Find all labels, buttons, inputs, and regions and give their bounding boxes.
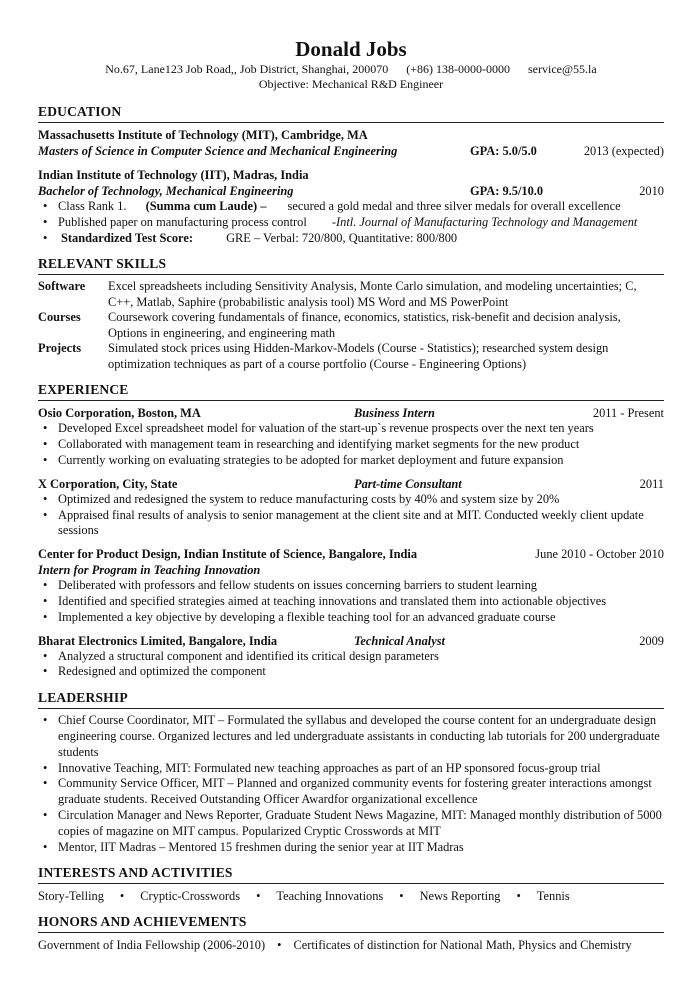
skill-row: Courses Coursework covering fundamentals of finance, economics, statistics, risk-benefit and decision analysis, Options in engineering, and engineering math xyxy=(38,310,621,340)
candidate-name: Donald Jobs xyxy=(295,37,407,61)
list-item: • Community Service Officer, MIT – Planned and organized community events for fostering greater interactions amongst graduate students. Received Outstanding Officer Awardfor organizational excellence xyxy=(38,776,664,808)
school-name: Indian Institute of Technology (IIT), Madras, India xyxy=(38,168,309,182)
list-item: • Published paper on manufacturing process control -Intl. Journal of Manufacturing Technology and Management xyxy=(38,215,664,231)
education-section xyxy=(38,104,664,246)
list-item: • Class Rank 1. (Summa cum Laude) – secured a gold medal and three silver medals for overall excellence xyxy=(38,199,664,215)
job-bullets xyxy=(38,649,664,681)
skills-section xyxy=(38,256,664,372)
interest-item: Story-Telling xyxy=(38,889,104,904)
job-row: X Corporation, City, State Part-time Consultant 2011 xyxy=(38,476,664,491)
list-item: • Identified and specified strategies aimed at teaching innovations and translated them into actionable objectives xyxy=(38,594,664,610)
job-bullets xyxy=(38,578,664,625)
list-item: • Appraised final results of analysis to senior management at the client site and at MIT. Conducted weekly client update sessions xyxy=(38,508,664,540)
list-item: • Circulation Manager and News Reporter, Graduate Student News Magazine, MIT: Managed monthly distribution of 5000 copies of magazine on MIT campus. Popularized Cryptic Crosswords at MIT xyxy=(38,808,664,840)
honors-list: Government of India Fellowship (2006-2010) • Certificates of distinction for National Math, Physics and Chemistry xyxy=(38,938,632,953)
list-item: • Standardized Test Score: GRE – Verbal: 720/800, Quantitative: 800/800 xyxy=(38,231,664,247)
leadership-bullets xyxy=(38,713,664,855)
phone: (+86) 138-0000-0000 xyxy=(406,62,511,76)
list-item: • Collaborated with management team in researching and identifying market segments for the new product xyxy=(38,437,664,453)
education-bullets xyxy=(38,199,664,246)
contact-line xyxy=(38,62,664,77)
interests-list: Story-Telling • Cryptic-Crosswords • Teaching Innovations • News Reporting • Tennis xyxy=(38,889,570,904)
date: 2010 xyxy=(639,184,664,198)
list-item: • Redesigned and optimized the component xyxy=(38,664,664,680)
experience-section xyxy=(38,382,664,680)
resume-page xyxy=(38,36,664,953)
job-bullets xyxy=(38,492,664,539)
job-role: Intern for Program in Teaching Innovation xyxy=(38,563,261,578)
list-item: • Chief Course Coordinator, MIT – Formulated the syllabus and developed the course content for an undergraduate design engineering course. Organized lectures and led undergraduate assistants in conducting lab tutorials for 200 undergraduate students xyxy=(38,713,664,760)
section-title-education: EDUCATION xyxy=(38,104,664,123)
degree: Bachelor of Technology, Mechanical Engineering xyxy=(38,184,294,198)
leadership-section xyxy=(38,690,664,855)
section-title-interests: INTERESTS AND ACTIVITIES xyxy=(38,865,664,884)
interest-item: Teaching Innovations xyxy=(276,889,384,904)
job-row: Center for Product Design, Indian Institute of Science, Bangalore, India June 2010 - October 2010 xyxy=(38,547,664,562)
interest-item: Tennis xyxy=(536,889,570,904)
list-item: • Deliberated with professors and fellow students on issues concerning barriers to student learning xyxy=(38,578,664,594)
list-item: • Developed Excel spreadsheet model for valuation of the start-up`s revenue prospects over the next ten years xyxy=(38,421,664,437)
degree-row xyxy=(38,143,664,159)
list-item: • Optimized and redesigned the system to reduce manufacturing costs by 40% and system size by 20% xyxy=(38,492,664,508)
list-item: • Innovative Teaching, MIT: Formulated new teaching approaches as part of an HP sponsored focus-group trial xyxy=(38,761,664,777)
gpa: GPA: 9.5/10.0 xyxy=(470,184,544,198)
list-item: • Implemented a key objective by developing a flexible teaching tool for an advanced graduate course xyxy=(38,610,664,626)
address: No.67, Lane123 Job Road,, Job District, Shanghai, 200070 xyxy=(105,62,389,76)
section-title-experience: EXPERIENCE xyxy=(38,382,664,401)
objective: Objective: Mechanical R&D Engineer xyxy=(258,77,444,91)
honors-section xyxy=(38,914,664,953)
degree-row xyxy=(38,183,664,199)
interest-item: Cryptic-Crosswords xyxy=(140,889,241,904)
section-title-skills: RELEVANT SKILLS xyxy=(38,256,664,275)
email: service@55.la xyxy=(528,62,597,76)
section-title-leadership: LEADERSHIP xyxy=(38,690,664,709)
list-item: • Analyzed a structural component and identified its critical design parameters xyxy=(38,649,664,665)
job-row: Osio Corporation, Boston, MA Business Intern 2011 - Present xyxy=(38,406,664,421)
honor-item: Certificates of distinction for National Math, Physics and Chemistry xyxy=(293,938,632,953)
interest-item: News Reporting xyxy=(419,889,501,904)
skill-row: Software Excel spreadsheets including Sensitivity Analysis, Monte Carlo simulation, and modeling uncertainties; C, C++, Matlab, Saphire (probabilistic analysis tool) MS Word and MS PowerPoint xyxy=(38,279,637,309)
list-item: • Mentor, IIT Madras – Mentored 15 freshmen during the senior year at IIT Madras xyxy=(38,840,664,856)
skill-row: Projects Simulated stock prices using Hidden-Markov-Models (Course - Statistics); researched system design optimization techniques as part of a course portfolio (Course - Engineering Options) xyxy=(38,341,609,371)
school-row xyxy=(38,167,664,183)
gpa: GPA: 5.0/5.0 xyxy=(470,144,537,158)
interests-section xyxy=(38,865,664,904)
school-row xyxy=(38,127,664,143)
degree: Masters of Science in Computer Science and Mechanical Engineering xyxy=(38,144,398,158)
school-name: Massachusetts Institute of Technology (MIT), Cambridge, MA xyxy=(38,128,368,142)
list-item: • Currently working on evaluating strategies to be adopted for market deployment and future expansion xyxy=(38,453,664,469)
job-row: Bharat Electronics Limited, Bangalore, India Technical Analyst 2009 xyxy=(38,633,664,648)
honor-item: Government of India Fellowship (2006-2010) xyxy=(38,938,266,953)
section-title-honors: HONORS AND ACHIEVEMENTS xyxy=(38,914,664,933)
date: 2013 (expected) xyxy=(583,144,664,158)
job-bullets xyxy=(38,421,664,468)
